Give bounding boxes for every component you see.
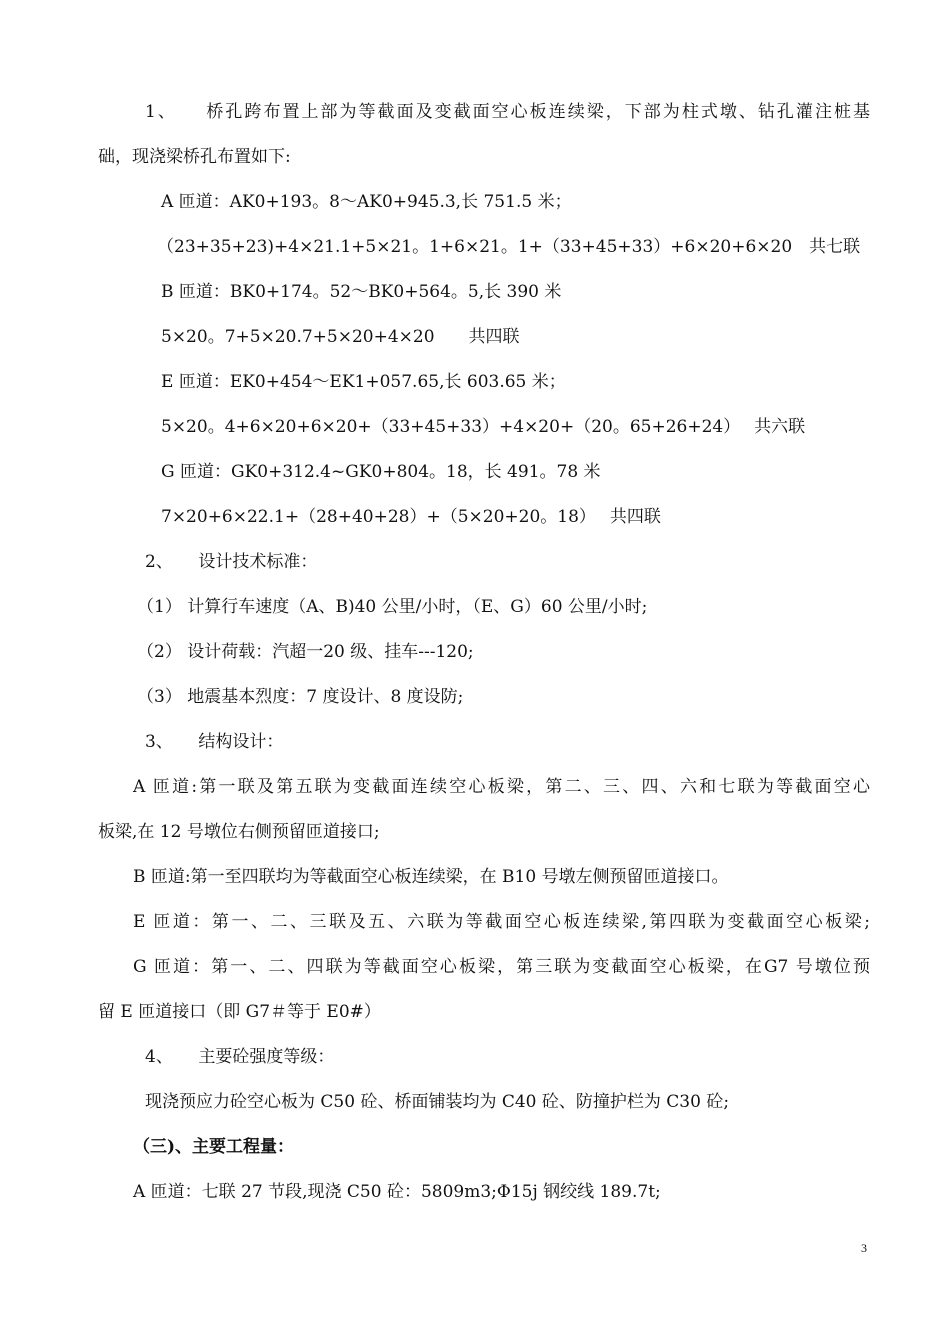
text-line: （2） 设计荷载：汽超一20 级、挂车---120; xyxy=(137,642,474,662)
text-line: 现浇预应力砼空心板为 C50 砼、桥面铺装均为 C40 砼、防撞护栏为 C30 砼; xyxy=(145,1092,730,1112)
section-heading: 3、 结构设计： xyxy=(145,732,284,752)
text-line: 5×20。7+5×20.7+5×20+4×20 共四联 xyxy=(161,327,520,347)
text-line: 留 E 匝道接口（即 G7＃等于 E0#） xyxy=(98,1002,381,1022)
text-line: （1） 计算行车速度（A、B)40 公里/小时，（E、G）60 公里/小时; xyxy=(137,597,648,617)
page-number: 3 xyxy=(861,1241,867,1255)
text-line: A 匝道:第一联及第五联为变截面连续空心板梁，第二、三、四、六和七联为等截面空心 xyxy=(133,777,870,797)
text-line: A 匝道：七联 27 节段,现浇 C50 砼：5809m3;Φ15j 钢绞线 189.7t; xyxy=(133,1182,661,1202)
text-line: E 匝道：EK0+454～EK1+057.65,长 603.65 米； xyxy=(161,372,566,392)
section-heading: 2、 设计技术标准： xyxy=(145,552,318,572)
text-line: B 匝道:第一至四联均为等截面空心板连续梁，在 B10 号墩左侧预留匝道接口。 xyxy=(133,867,729,887)
text-line: 7×20+6×22.1+（28+40+28）+（5×20+20。18） 共四联 xyxy=(161,507,661,527)
text-line: 1、 桥孔跨布置上部为等截面及变截面空心板连续梁，下部为柱式墩、钻孔灌注桩基 xyxy=(145,102,870,122)
text-line: E 匝道：第一、二、三联及五、六联为等截面空心板连续梁,第四联为变截面空心板梁; xyxy=(133,912,870,932)
text-line: B 匝道：BK0+174。52～BK0+564。5,长 390 米 xyxy=(161,282,562,302)
text-line: （23+35+23)+4×21.1+5×21。1+6×21。1+（33+45+33）+6×20+6×20 共七联 xyxy=(157,237,861,257)
text-line: 5×20。4+6×20+6×20+（33+45+33）+4×20+（20。65+26+24） 共六联 xyxy=(161,417,806,437)
text-line: 板梁,在 12 号墩位右侧预留匝道接口; xyxy=(98,822,380,842)
bold-heading: （三)、主要工程量： xyxy=(133,1137,295,1157)
text-line: （3） 地震基本烈度：7 度设计、8 度设防; xyxy=(137,687,464,707)
text-line: G 匝道：第一、二、四联为等截面空心板梁，第三联为变截面空心板梁，在G7 号墩位预 xyxy=(133,957,870,977)
section-heading: 4、 主要砼强度等级： xyxy=(145,1047,335,1067)
text-line: A 匝道：AK0+193。8～AK0+945.3,长 751.5 米； xyxy=(161,192,572,212)
text-line: 础，现浇梁桥孔布置如下: xyxy=(98,147,291,167)
text-line: G 匝道：GK0+312.4~GK0+804。18，长 491。78 米 xyxy=(161,462,601,482)
